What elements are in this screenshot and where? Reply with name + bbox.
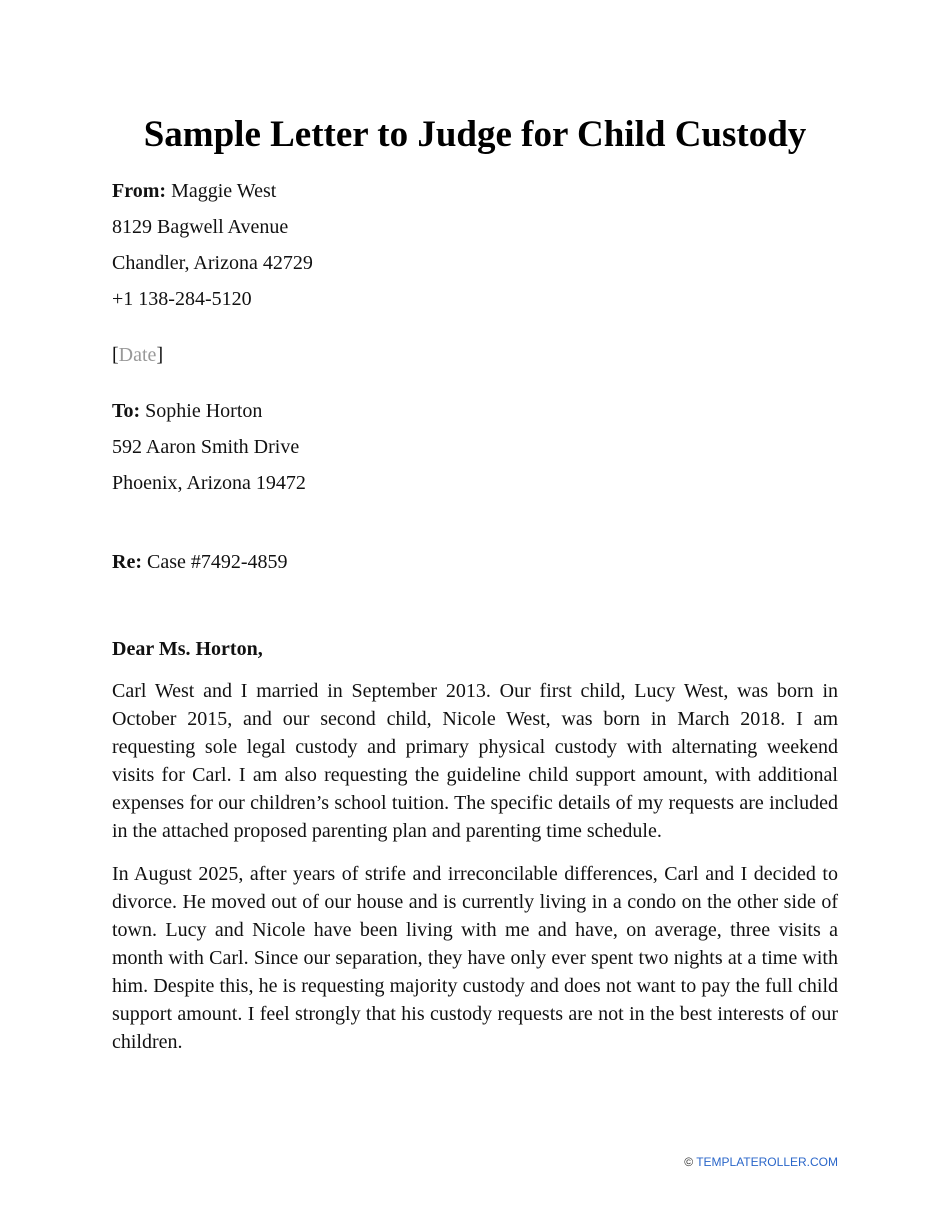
- from-line: [112, 177, 276, 205]
- body-paragraph-2: In August 2025, after years of strife and irreconcilable differences, Carl and I decided to divorce. He moved out of our house and is currently living in a condo on the other side of town. Lucy and Nicole have been living with me and have, on average, three visits a month with Carl. Since our separation, they have only ever spent two nights at a time with him. Despite this, he is requesting majority custody and does not want to pay the full child support amount. I feel strongly that his custody requests are not in the best interests of our children.: [112, 863, 838, 1053]
- re-line: [112, 548, 288, 576]
- to-address-line-1: 592 Aaron Smith Drive: [112, 436, 300, 458]
- to-name: Sophie Horton: [145, 400, 263, 422]
- date-open-bracket: [: [112, 344, 119, 366]
- to-label: To:: [112, 400, 141, 422]
- date-field[interactable]: [112, 341, 163, 369]
- salutation: Dear Ms. Horton,: [112, 638, 263, 660]
- from-address-line-1: 8129 Bagwell Avenue: [112, 216, 289, 238]
- from-address-line-2: Chandler, Arizona 42729: [112, 252, 313, 274]
- to-line: [112, 397, 262, 425]
- copyright-symbol: ©: [684, 1155, 694, 1169]
- re-label: Re:: [112, 551, 142, 573]
- templateroller-link[interactable]: TEMPLATEROLLER.COM: [696, 1155, 838, 1169]
- from-name: Maggie West: [171, 180, 277, 202]
- from-phone: +1 138-284-5120: [112, 288, 252, 310]
- body-paragraph-1: Carl West and I married in September 2013. Our first child, Lucy West, was born in October 2015, and our second child, Nicole West, was born in March 2018. I am requesting sole legal custody and primary physical custody with alternating weekend visits for Carl. I am also requesting the guideline child support amount, with additional expenses for our children’s school tuition. The specific details of my requests are included in the attached proposed parenting plan and parenting time schedule.: [112, 680, 838, 842]
- to-address-line-2: Phoenix, Arizona 19472: [112, 472, 306, 494]
- date-close-bracket: ]: [156, 344, 164, 366]
- date-placeholder: Date: [118, 344, 157, 366]
- from-label: From:: [112, 180, 167, 202]
- document-title: Sample Letter to Judge for Child Custody: [143, 114, 807, 155]
- footer-credit: [684, 1154, 838, 1170]
- re-value: Case #7492-4859: [146, 551, 288, 573]
